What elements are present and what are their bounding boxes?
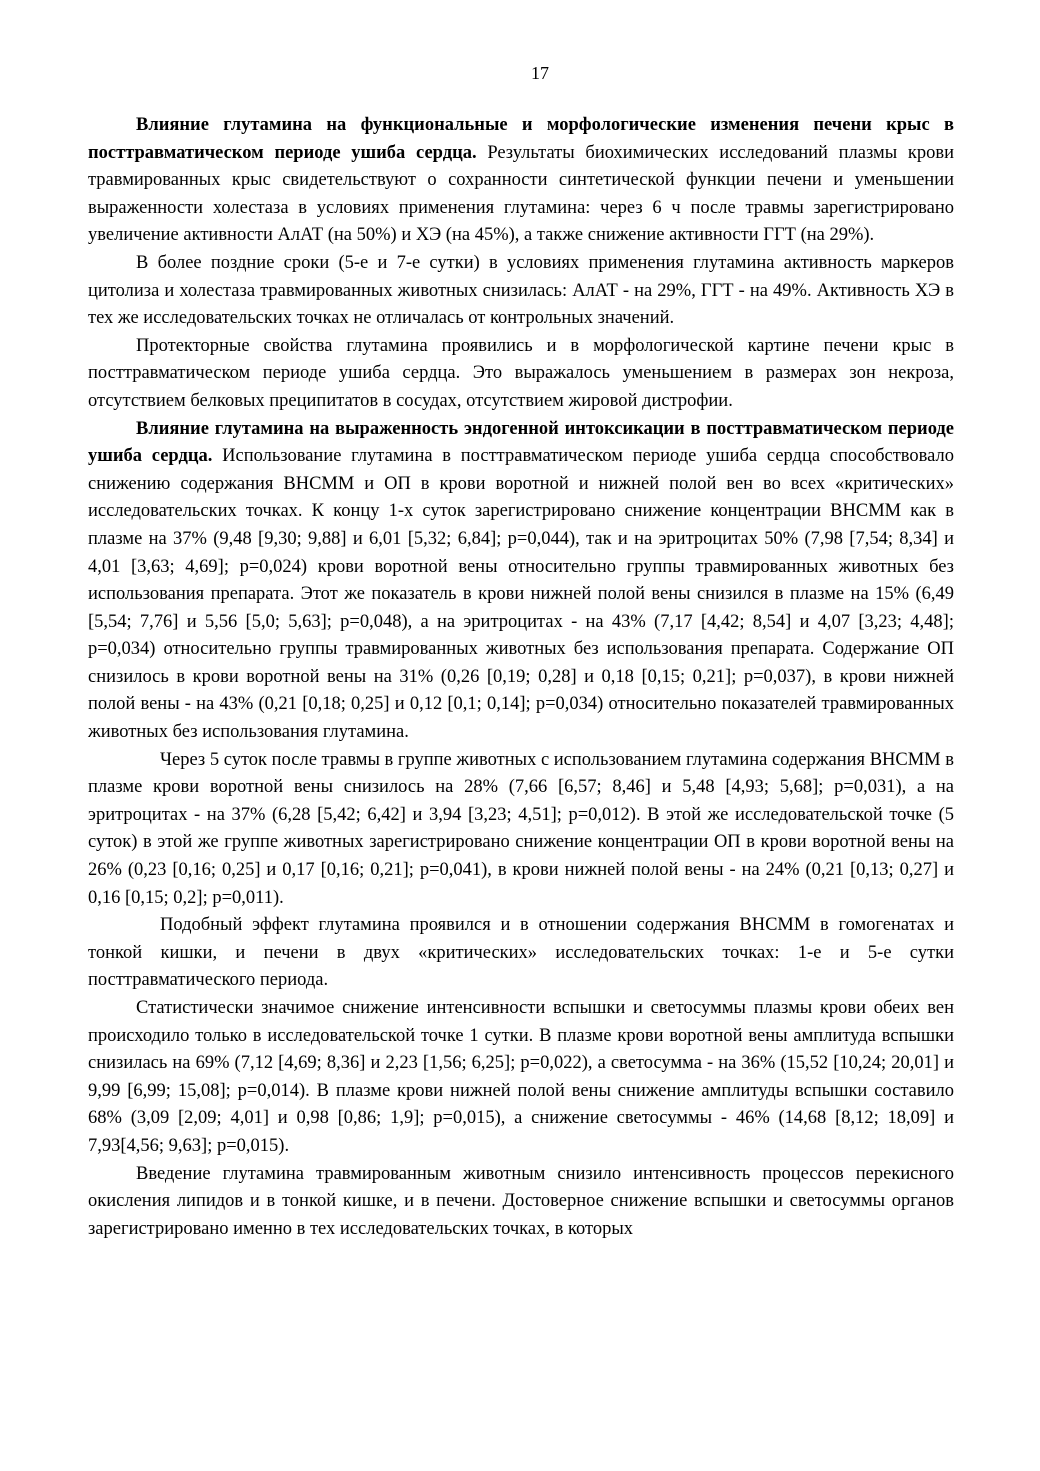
- paragraph-text: Подобный эффект глутамина проявился и в отношении содержания ВНСММ в гомогенатах и тонкой кишки, и печени в двух «критических» исследовательских точках: 1-е и 5-е сутки посттравматического периода.: [88, 915, 954, 991]
- paragraph-liver-effects: [88, 112, 954, 250]
- paragraph-flash-lightsum: [88, 995, 954, 1161]
- section-heading-liver: Влияние глутамина на функциональные и морфологические изменения печени крыс в посттравматическом периоде ушиба сердца.: [88, 115, 954, 163]
- paragraph-text: Использование глутамина в посттравматическом периоде ушиба сердца способствовало снижению содержания ВНСММ и ОП в крови воротной и нижней полой вен во всех «критических» исследовательских точках. К концу 1-х суток зарегистрировано снижение концентрации ВНСММ как в плазме на 37% (9,48 [9,30; 9,88] и 6,01 [5,32; 6,84]; р=0,044), так и на эритроцитах 50% (7,98 [7,54; 8,34] и 4,01 [3,63; 4,69]; р=0,024) крови воротной вены относительно группы травмированных животных без использования препарата. Этот же показатель в крови нижней полой вены снизился в плазме на 15% (6,49 [5,54; 7,76] и 5,56 [5,0; 5,63]; р=0,048), а на эритроцитах - на 43% (7,17 [4,42; 8,54] и 4,07 [3,23; 4,48]; р=0,034) относительно группы травмированных животных без использования препарата. Содержание ОП снизилось в крови воротной вены на 31% (0,26 [0,19; 0,28] и 0,18 [0,15; 0,21]; р=0,037), в крови нижней полой вены - на 43% (0,21 [0,18; 0,25] и 0,12 [0,1; 0,14]; р=0,034) относительно показателей травмированных животных без использования глутамина.: [88, 446, 954, 743]
- paragraph-similar-effect: [88, 912, 954, 995]
- paragraph-text: Введение глутамина травмированным животным снизило интенсивность процессов перекисного окисления липидов и в тонкой кишке, и в печени. Достоверное снижение вспышки и светосуммы органов зарегистрировано именно в тех исследовательских точках, в которых: [88, 1163, 954, 1239]
- paragraph-lipid-peroxidation: [88, 1161, 954, 1244]
- paragraph-text: В более поздние сроки (5-е и 7-е сутки) в условиях применения глутамина активность маркеров цитолиза и холестаза травмированных животных снизилась: АлАТ - на 29%, ГГТ - на 49%. Активность ХЭ в тех же исследовательских точках не отличалась от контрольных значений.: [88, 252, 954, 329]
- paragraph-later-terms: [88, 250, 954, 333]
- document-page: [88, 58, 954, 1243]
- paragraph-protective-properties: [88, 333, 954, 416]
- section-heading-intoxication: Влияние глутамина на выраженность эндогенной интоксикации в посттравматическом периоде ушиба сердца.: [88, 418, 954, 467]
- paragraph-text: Через 5 суток после травмы в группе животных с использованием глутамина содержания ВНСММ в плазме крови воротной вены снизилось на 28% (7,66 [6,57; 8,46] и 5,48 [4,93; 5,68]; р=0,031), а на эритроцитах - на 37% (6,28 [5,42; 6,42] и 3,94 [3,23; 4,51]; р=0,012). В этой же исследовательской точке (5 суток) в этой же группе животных зарегистрировано снижение концентрации ОП в крови воротной вены на 26% (0,23 [0,16; 0,25] и 0,17 [0,16; 0,21]; р=0,041), в крови нижней полой вены - на 24% (0,21 [0,13; 0,27] и 0,16 [0,15; 0,2]; р=0,011).: [88, 749, 954, 908]
- paragraph-text: Результаты биохимических исследований плазмы крови травмированных крыс свидетельствуют о сохранности синтетической функции печени и уменьшении выраженности холестаза в условиях применения глутамина: через 6 ч после травмы зарегистрировано увеличение активности АлАТ (на 50%) и ХЭ (на 45%), а также снижение активности ГГТ (на 29%).: [88, 142, 954, 246]
- paragraph-five-days: [88, 747, 954, 913]
- paragraph-text: Статистически значимое снижение интенсивности вспышки и светосуммы плазмы крови обеих вен происходило только в исследовательской точке 1 сутки. В плазме крови воротной вены амплитуда вспышки снизилась на 69% (7,12 [4,69; 8,36] и 2,23 [1,56; 6,25]; р=0,022), а светосумма - на 36% (15,52 [10,24; 20,01] и 9,99 [6,99; 15,08]; р=0,014). В плазме крови нижней полой вены снижение амплитуды вспышки составило 68% (3,09 [2,09; 4,01] и 0,98 [0,86; 1,9]; р=0,015), а снижение светосуммы - 46% (14,68 [8,12; 18,09] и 7,93[4,56; 9,63]; р=0,015).: [88, 998, 954, 1156]
- paragraph-intoxication: [88, 416, 954, 747]
- page-number: 17: [531, 63, 549, 83]
- paragraph-text: Протекторные свойства глутамина проявились и в морфологической картине печени крыс в посттравматическом периоде ушиба сердца. Это выражалось уменьшением в размерах зон некроза, отсутствием белковых преципитатов в сосудах, отсутствием жировой дистрофии.: [88, 335, 954, 411]
